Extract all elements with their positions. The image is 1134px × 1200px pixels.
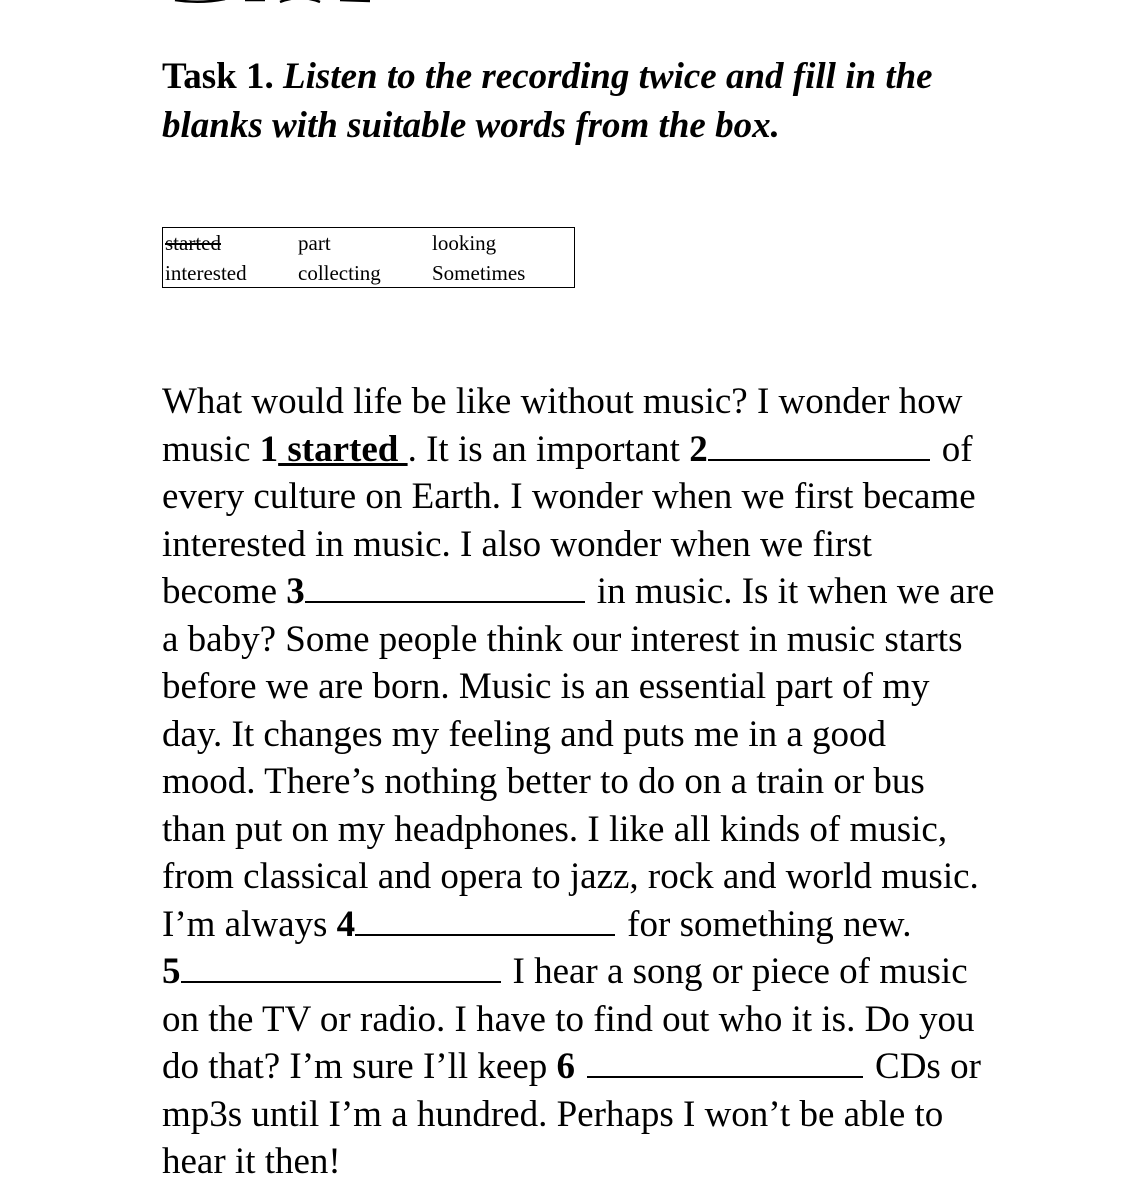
blank-2-field[interactable]: [708, 429, 930, 461]
passage-text: CDs or: [875, 1046, 981, 1087]
word-box-word-sometimes: Sometimes: [432, 261, 526, 285]
passage-line: interested in music. I also wonder when we first: [162, 523, 873, 565]
blank-number-5: 5: [162, 951, 181, 992]
passage-text: do that? I’m sure I’ll keep: [162, 1046, 557, 1087]
passage-line: before we are born. Music is an essential part of my: [162, 666, 930, 707]
word-box-word-collecting: collecting: [298, 261, 381, 285]
word-box-word-looking: looking: [432, 231, 497, 255]
passage-line: hear it then!: [162, 1141, 341, 1182]
task-heading-line-1: [162, 52, 1062, 101]
blank-number-1: 1: [259, 428, 279, 470]
task-heading: [162, 52, 1062, 150]
passage-text: become: [162, 571, 287, 612]
blank-number-6: 6: [556, 1046, 576, 1087]
task-instruction-part-2: blanks with suitable words from the box.: [162, 105, 780, 146]
passage-text: I hear a song or piece of music: [512, 951, 968, 992]
word-box: [162, 227, 575, 288]
passage-line: [162, 568, 1062, 616]
passage-line: on the TV or radio. I have to find out who it is. Do you: [162, 998, 975, 1040]
cropped-text-fragment: [170, 0, 390, 4]
passage-text: for something new.: [627, 903, 912, 945]
passage-text: music: [162, 428, 260, 470]
task-instruction-part-1: Listen to the recording twice and fill in the: [283, 56, 933, 97]
passage-line: [162, 1043, 1062, 1091]
passage-line: every culture on Earth. I wonder when we first became: [162, 476, 976, 517]
blank-6-field[interactable]: [587, 1046, 863, 1078]
passage-line: [162, 901, 1062, 949]
blank-3-field[interactable]: [305, 571, 585, 603]
blank-number-3: 3: [286, 571, 305, 612]
passage-line: mood. There’s nothing better to do on a train or bus: [162, 761, 925, 802]
answer-1-started: started: [278, 428, 408, 470]
passage-line: from classical and opera to jazz, rock and world music.: [162, 856, 979, 897]
word-box-word-part: part: [298, 231, 331, 255]
passage-text: I’m always: [162, 903, 337, 945]
passage-text: . It is an important: [407, 428, 690, 470]
word-box-word-interested: interested: [165, 261, 247, 285]
blank-5-field[interactable]: [181, 951, 501, 983]
passage-line: day. It changes my feeling and puts me in a good: [162, 713, 887, 755]
passage-line: than put on my headphones. I like all kinds of music,: [162, 808, 948, 850]
task-label: Task 1.: [162, 56, 274, 97]
blank-number-4: 4: [336, 903, 356, 945]
passage-text: in music. Is it when we are: [596, 571, 995, 612]
passage-line: [162, 426, 1062, 474]
blank-4-field[interactable]: [355, 904, 615, 936]
passage: [162, 378, 1062, 1186]
word-box-word-started: started: [165, 231, 221, 255]
passage-line: mp3s until I’m a hundred. Perhaps I won’t be able to: [162, 1093, 944, 1135]
task-heading-line-2: [162, 101, 1062, 150]
blank-number-2: 2: [689, 428, 708, 470]
passage-text: of: [941, 428, 973, 470]
passage-line: [162, 948, 1062, 996]
passage-line: What would life be like without music? I wonder how: [162, 381, 963, 422]
passage-line: a baby? Some people think our interest in music starts: [162, 618, 963, 660]
